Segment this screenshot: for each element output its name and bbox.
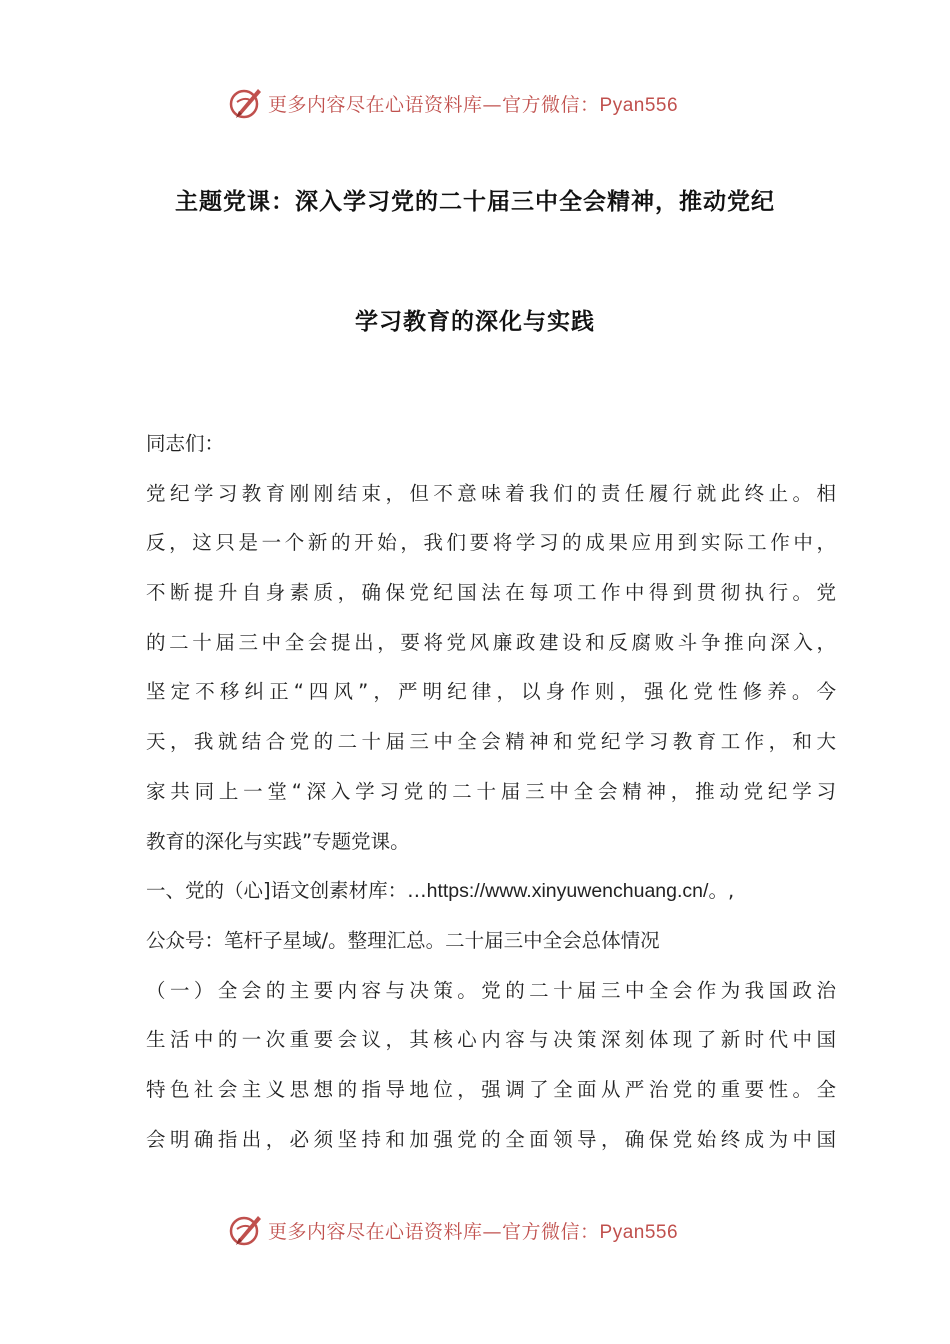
banner-text: 更多内容尽在心语资料库—官方微信：Pyan556: [268, 1220, 679, 1243]
paragraph-1-line: 坚定不移纠正“四风”，严明纪律，以身作则，强化党性修养。今: [146, 680, 836, 704]
paragraph-1-line: 不断提升自身素质，确保党纪国法在每项工作中得到贯彻执行。党: [146, 581, 836, 605]
paragraph-1-line: 家共同上一堂“深入学习党的二十届三中全会精神，推动党纪学习: [146, 779, 836, 803]
paragraph-2-line: 会明确指出，必须坚持和加强党的全面领导，确保党始终成为中国: [146, 1127, 836, 1151]
paragraph-1-line: 的二十届三中全会提出，要将党风廉政建设和反腐败斗争推向深入，: [146, 630, 836, 654]
wechat-id: Pyan556: [599, 1221, 679, 1243]
banner-text: 更多内容尽在心语资料库—官方微信：Pyan556: [268, 93, 679, 116]
document-title-line-2: 学习教育的深化与实践: [355, 309, 595, 335]
quill-pen-logo-icon: [228, 85, 264, 121]
document-title-line-1: 主题党课：深入学习党的二十届三中全会精神，推动党纪: [175, 189, 775, 215]
paragraph-2-line: 生活中的一次重要会议，其核心内容与决策深刻体现了新时代中国: [146, 1028, 836, 1052]
section-1-heading: 一、党的（心]语文创素材库：…https://www.xinyuwenchuang.cn/。,: [146, 879, 735, 903]
paragraph-1-line: 教育的深化与实践”专题党课。: [146, 829, 410, 853]
greeting: 同志们：: [146, 432, 225, 455]
header-banner: [228, 83, 748, 123]
wechat-id: Pyan556: [599, 94, 679, 116]
paragraph-1-line: 天，我就结合党的二十届三中全会精神和党纪学习教育工作，和大: [146, 730, 836, 754]
paragraph-1-line: 反，这只是一个新的开始，我们要将学习的成果应用到实际工作中，: [146, 531, 836, 555]
section-1-heading-line-2: 公众号：笔杆子星域/。整理汇总。二十届三中全会总体情况: [146, 928, 660, 952]
paragraph-2-line: （一）全会的主要内容与决策。党的二十届三中全会作为我国政治: [146, 978, 836, 1002]
watermark-url-link[interactable]: https://www.xinyuwenchuang.cn/: [426, 880, 709, 903]
quill-pen-logo-icon: [228, 1212, 264, 1248]
paragraph-1-line: 党纪学习教育刚刚结束，但不意味着我们的责任履行就此终止。相: [146, 481, 836, 505]
document-body: [146, 419, 836, 1164]
footer-banner: [228, 1210, 748, 1250]
paragraph-2-line: 特色社会主义思想的指导地位，强调了全面从严治党的重要性。全: [146, 1077, 836, 1101]
